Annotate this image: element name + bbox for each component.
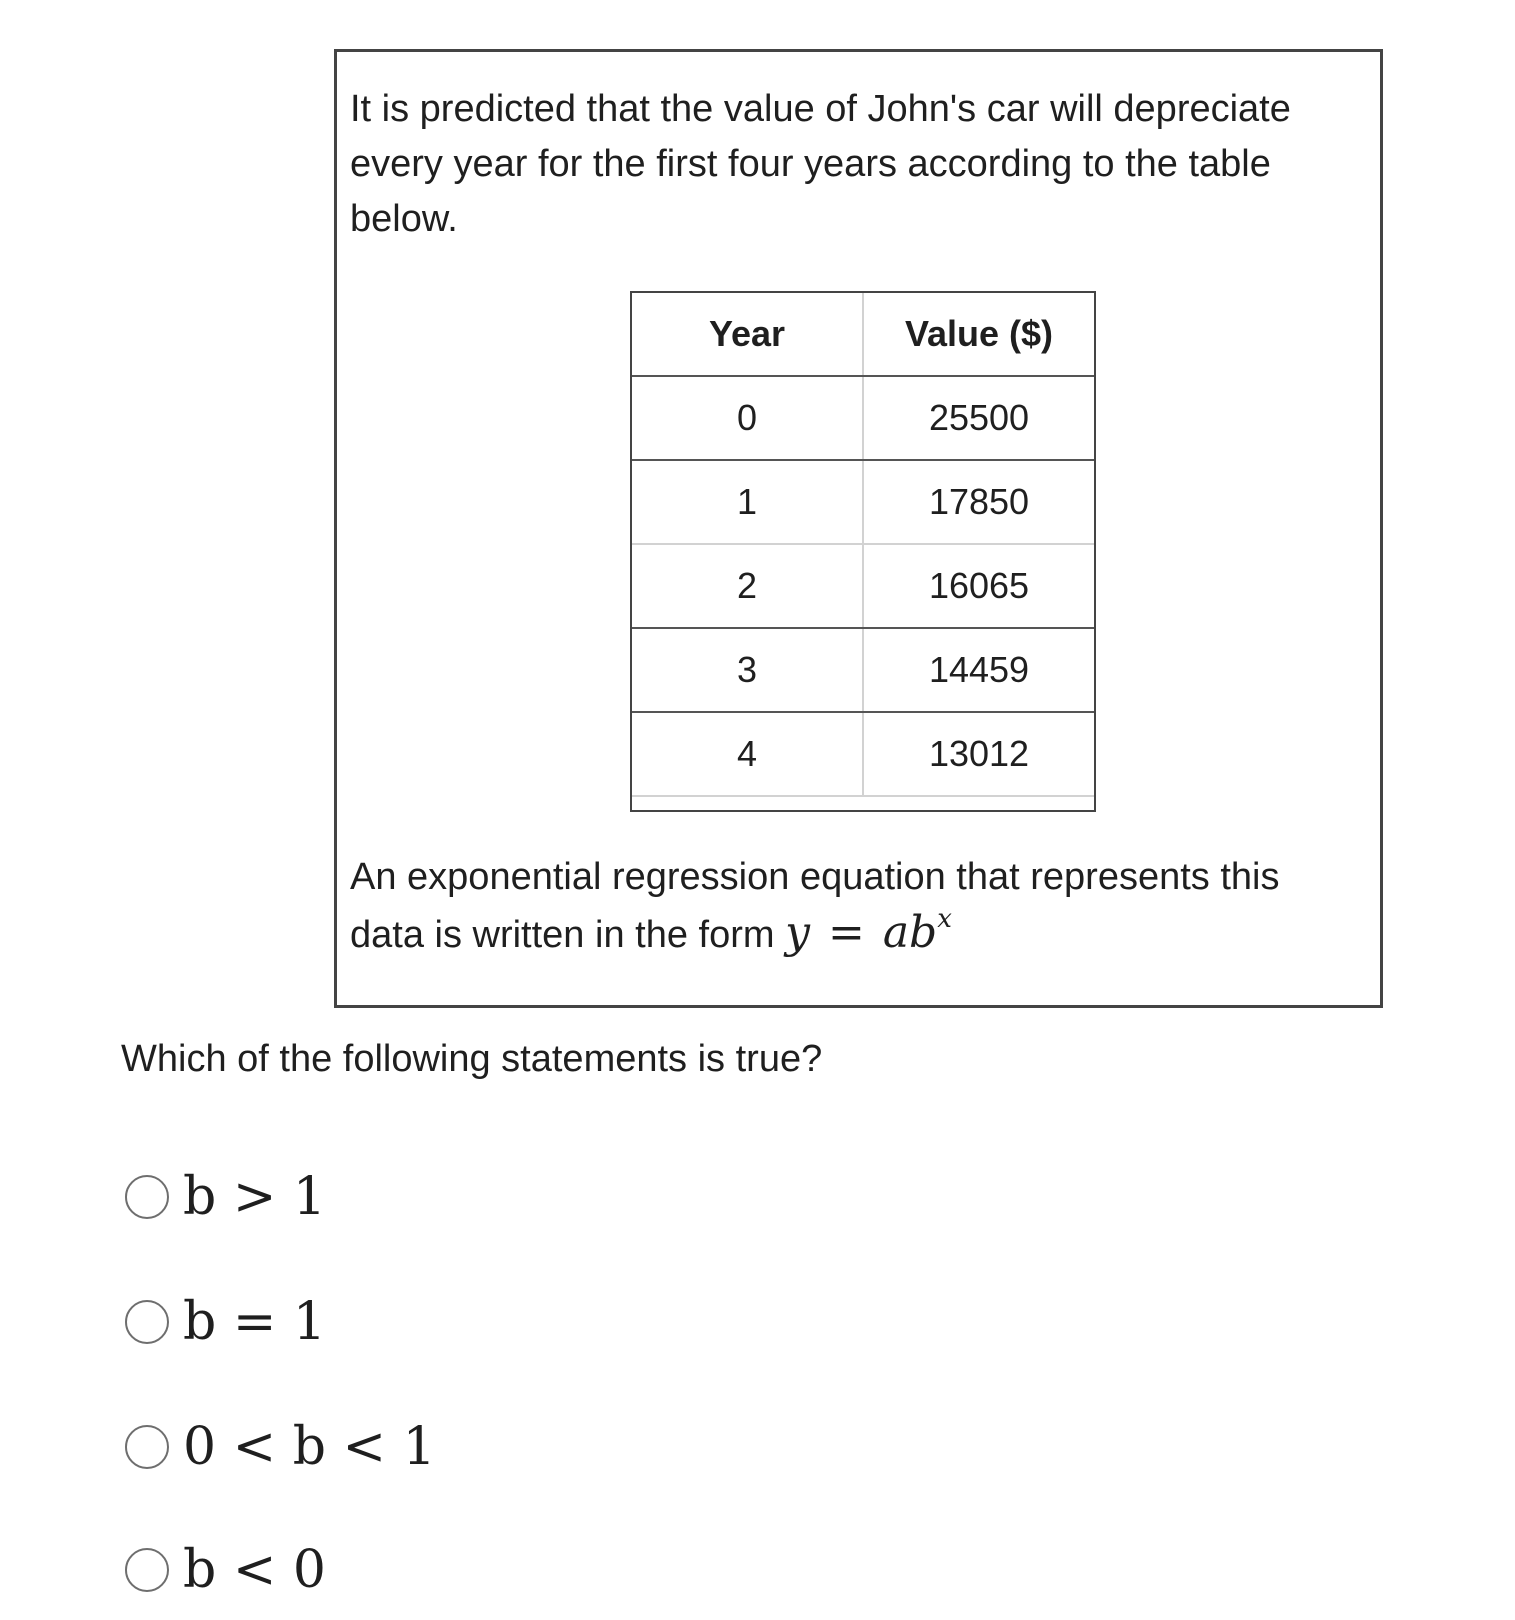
choice-label: b > 1 (183, 1167, 326, 1227)
table-cell-year: 1 (631, 460, 863, 544)
table-cell-value: 25500 (863, 376, 1095, 460)
stimulus-box (334, 49, 1383, 1008)
table-cell-value: 16065 (863, 544, 1095, 628)
table-cell-year: 3 (631, 628, 863, 712)
choice-label: b = 1 (183, 1292, 326, 1352)
table-cell-year: 0 (631, 376, 863, 460)
equation-lhs: y (785, 907, 810, 958)
table-cell-value: 14459 (863, 628, 1095, 712)
radio-button[interactable] (125, 1425, 169, 1469)
depreciation-table (630, 291, 1096, 797)
table-row (631, 628, 1095, 712)
table-cell-year: 4 (631, 712, 863, 796)
table-row (631, 460, 1095, 544)
table-row (631, 544, 1095, 628)
choice-b-between-0-and-1[interactable] (125, 1417, 436, 1477)
choice-label: b < 0 (183, 1540, 326, 1600)
table-cell-value: 13012 (863, 712, 1095, 796)
radio-button[interactable] (125, 1175, 169, 1219)
table-cell-value: 17850 (863, 460, 1095, 544)
choice-b-less-than-0[interactable] (125, 1540, 326, 1600)
table-header-year: Year (631, 292, 863, 376)
equation-exponent: x (937, 904, 952, 934)
choice-label: 0 < b < 1 (183, 1417, 436, 1477)
table-header-value: Value ($) (863, 292, 1095, 376)
equation (785, 904, 952, 958)
table-cell-year: 2 (631, 544, 863, 628)
stimulus-intro-text: It is predicted that the value of John's car will depreciate every year for the first four years according to the table below. (350, 88, 1291, 240)
table-row (631, 376, 1095, 460)
choice-b-equals-1[interactable] (125, 1292, 326, 1352)
regression-sentence: An exponential regression equation that represents this data is written in the form (350, 856, 1280, 956)
table-row (631, 712, 1095, 796)
radio-button[interactable] (125, 1548, 169, 1592)
equation-operator: = (827, 907, 865, 958)
equation-base: ab (882, 907, 938, 958)
choice-b-greater-than-1[interactable] (125, 1167, 326, 1227)
question-prompt: Which of the following statements is true? (121, 1038, 823, 1080)
regression-text (350, 850, 1350, 963)
radio-button[interactable] (125, 1300, 169, 1344)
